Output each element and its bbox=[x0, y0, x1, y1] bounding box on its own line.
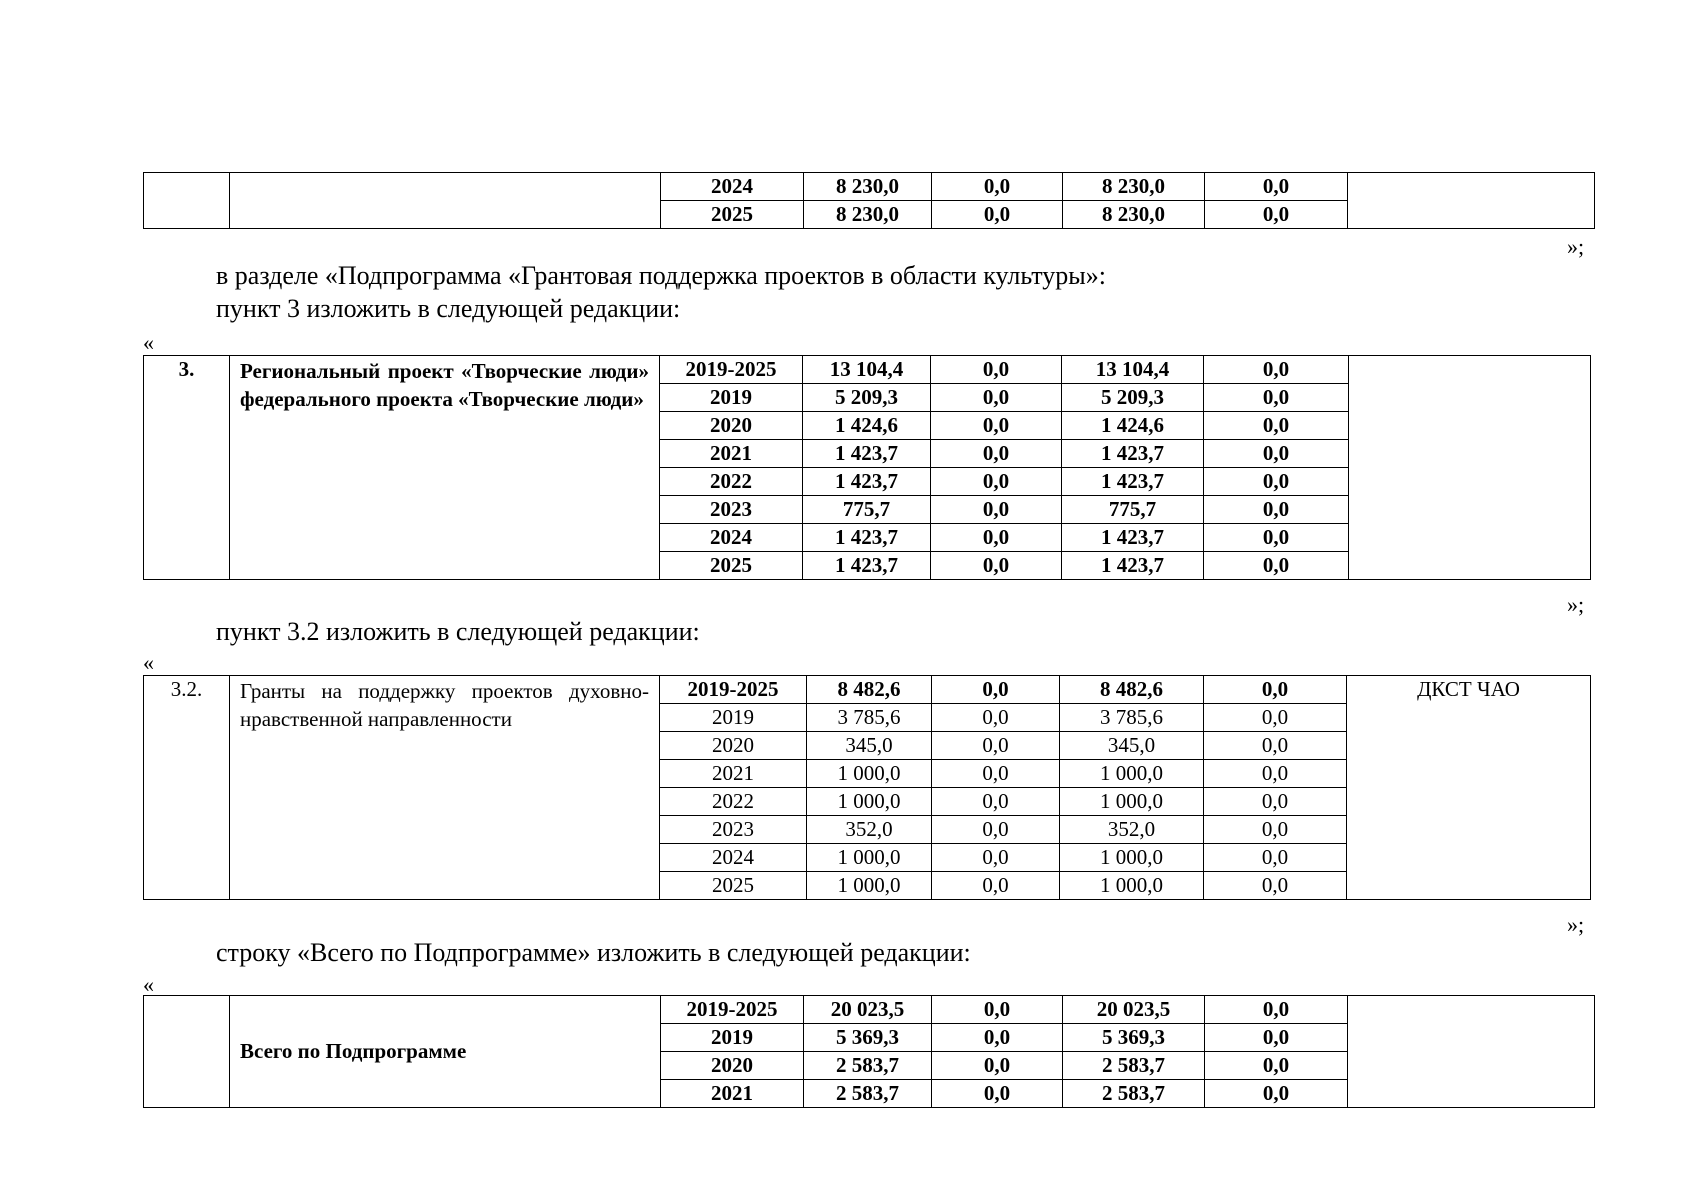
closing-quote: »; bbox=[1567, 912, 1585, 937]
other-cell: 0,0 bbox=[1205, 1052, 1348, 1080]
okrug-cell: 1 000,0 bbox=[1060, 760, 1204, 788]
federal-cell: 0,0 bbox=[931, 440, 1062, 468]
paragraph-item3-2: пункт 3.2 изложить в следующей редакции: bbox=[216, 617, 700, 646]
year-cell: 2024 bbox=[660, 524, 803, 552]
federal-cell: 0,0 bbox=[931, 384, 1062, 412]
year-cell: 2022 bbox=[660, 788, 807, 816]
year-cell: 2019-2025 bbox=[660, 676, 807, 704]
federal-cell: 0,0 bbox=[932, 1052, 1063, 1080]
total-cell: 13 104,4 bbox=[803, 356, 931, 384]
table-row bbox=[144, 173, 1595, 201]
federal-cell: 0,0 bbox=[931, 356, 1062, 384]
federal-cell: 0,0 bbox=[932, 788, 1060, 816]
total-cell: 20 023,5 bbox=[804, 996, 932, 1024]
opening-quote: « bbox=[143, 972, 154, 997]
year-cell: 2019-2025 bbox=[660, 356, 803, 384]
federal-cell: 0,0 bbox=[931, 468, 1062, 496]
federal-cell: 0,0 bbox=[931, 552, 1062, 580]
total-cell: 3 785,6 bbox=[807, 704, 932, 732]
total-cell: 1 423,7 bbox=[803, 440, 931, 468]
okrug-cell: 1 423,7 bbox=[1062, 468, 1204, 496]
other-cell: 0,0 bbox=[1205, 1024, 1348, 1052]
table-row bbox=[144, 676, 1591, 704]
other-cell: 0,0 bbox=[1204, 872, 1347, 900]
federal-cell: 0,0 bbox=[932, 1024, 1063, 1052]
other-cell: 0,0 bbox=[1204, 496, 1349, 524]
name-cell: Всего по Подпрограмме bbox=[230, 996, 661, 1108]
paragraph-item3: пункт 3 изложить в следующей редакции: bbox=[216, 294, 681, 323]
other-cell: 0,0 bbox=[1205, 996, 1348, 1024]
executor-cell bbox=[1348, 996, 1595, 1108]
total-cell: 1 424,6 bbox=[803, 412, 931, 440]
total-cell: 1 423,7 bbox=[803, 524, 931, 552]
okrug-cell: 1 423,7 bbox=[1062, 552, 1204, 580]
okrug-cell: 1 423,7 bbox=[1062, 440, 1204, 468]
continuation-table bbox=[143, 172, 1595, 229]
okrug-cell: 1 000,0 bbox=[1060, 788, 1204, 816]
federal-cell: 0,0 bbox=[932, 704, 1060, 732]
total-cell: 775,7 bbox=[803, 496, 931, 524]
year-cell: 2021 bbox=[660, 760, 807, 788]
other-cell: 0,0 bbox=[1204, 704, 1347, 732]
year-cell: 2025 bbox=[660, 872, 807, 900]
other-cell: 0,0 bbox=[1204, 788, 1347, 816]
year-cell: 2021 bbox=[661, 1080, 804, 1108]
closing-quote: »; bbox=[1567, 592, 1585, 617]
number-cell bbox=[144, 996, 230, 1108]
opening-quote: « bbox=[143, 650, 154, 675]
federal-cell: 0,0 bbox=[932, 816, 1060, 844]
federal-cell: 0,0 bbox=[932, 732, 1060, 760]
number-cell: 3. bbox=[144, 356, 230, 580]
okrug-cell: 1 000,0 bbox=[1060, 872, 1204, 900]
total-cell: 8 482,6 bbox=[807, 676, 932, 704]
total-cell: 2 583,7 bbox=[804, 1080, 932, 1108]
other-cell: 0,0 bbox=[1205, 201, 1348, 229]
okrug-cell: 8 230,0 bbox=[1063, 173, 1205, 201]
other-cell: 0,0 bbox=[1204, 412, 1349, 440]
total-cell: 5 369,3 bbox=[804, 1024, 932, 1052]
okrug-cell: 345,0 bbox=[1060, 732, 1204, 760]
other-cell: 0,0 bbox=[1204, 732, 1347, 760]
okrug-cell: 2 583,7 bbox=[1063, 1080, 1205, 1108]
total-cell: 1 000,0 bbox=[807, 788, 932, 816]
total-cell: 8 230,0 bbox=[804, 173, 932, 201]
item3-table bbox=[143, 355, 1591, 580]
year-cell: 2023 bbox=[660, 496, 803, 524]
federal-cell: 0,0 bbox=[932, 996, 1063, 1024]
year-cell: 2020 bbox=[660, 732, 807, 760]
federal-cell: 0,0 bbox=[931, 496, 1062, 524]
other-cell: 0,0 bbox=[1205, 173, 1348, 201]
total-cell: 1 423,7 bbox=[803, 468, 931, 496]
okrug-cell: 8 230,0 bbox=[1063, 201, 1205, 229]
okrug-cell: 20 023,5 bbox=[1063, 996, 1205, 1024]
total-cell: 1 423,7 bbox=[803, 552, 931, 580]
total-cell: 5 209,3 bbox=[803, 384, 931, 412]
year-cell: 2020 bbox=[660, 412, 803, 440]
year-cell: 2024 bbox=[660, 844, 807, 872]
year-cell: 2019 bbox=[661, 1024, 804, 1052]
item3-2-table bbox=[143, 675, 1591, 900]
okrug-cell: 1 424,6 bbox=[1062, 412, 1204, 440]
other-cell: 0,0 bbox=[1204, 844, 1347, 872]
federal-cell: 0,0 bbox=[931, 412, 1062, 440]
other-cell: 0,0 bbox=[1204, 676, 1347, 704]
paragraph-section: в разделе «Подпрограмма «Грантовая поддержка проектов в области культуры»: bbox=[216, 261, 1106, 290]
number-cell bbox=[144, 173, 230, 229]
year-cell: 2024 bbox=[661, 173, 804, 201]
number-cell: 3.2. bbox=[144, 676, 230, 900]
executor-cell bbox=[1349, 356, 1591, 580]
subprogram-total-table bbox=[143, 995, 1595, 1108]
other-cell: 0,0 bbox=[1204, 524, 1349, 552]
executor-cell bbox=[1348, 173, 1595, 229]
executor-cell: ДКСТ ЧАО bbox=[1347, 676, 1591, 900]
closing-quote: »; bbox=[1567, 234, 1585, 259]
other-cell: 0,0 bbox=[1204, 356, 1349, 384]
federal-cell: 0,0 bbox=[932, 844, 1060, 872]
year-cell: 2025 bbox=[661, 201, 804, 229]
total-cell: 352,0 bbox=[807, 816, 932, 844]
total-cell: 2 583,7 bbox=[804, 1052, 932, 1080]
okrug-cell: 2 583,7 bbox=[1063, 1052, 1205, 1080]
okrug-cell: 352,0 bbox=[1060, 816, 1204, 844]
year-cell: 2022 bbox=[660, 468, 803, 496]
other-cell: 0,0 bbox=[1204, 440, 1349, 468]
other-cell: 0,0 bbox=[1204, 816, 1347, 844]
okrug-cell: 5 209,3 bbox=[1062, 384, 1204, 412]
other-cell: 0,0 bbox=[1205, 1080, 1348, 1108]
year-cell: 2023 bbox=[660, 816, 807, 844]
other-cell: 0,0 bbox=[1204, 760, 1347, 788]
name-cell bbox=[230, 173, 661, 229]
federal-cell: 0,0 bbox=[932, 201, 1063, 229]
year-cell: 2019 bbox=[660, 384, 803, 412]
opening-quote: « bbox=[143, 330, 154, 355]
federal-cell: 0,0 bbox=[932, 760, 1060, 788]
total-cell: 1 000,0 bbox=[807, 844, 932, 872]
okrug-cell: 5 369,3 bbox=[1063, 1024, 1205, 1052]
okrug-cell: 8 482,6 bbox=[1060, 676, 1204, 704]
name-cell: Региональный проект «Творческие люди» федерального проекта «Творческие люди» bbox=[230, 356, 660, 580]
okrug-cell: 3 785,6 bbox=[1060, 704, 1204, 732]
total-cell: 8 230,0 bbox=[804, 201, 932, 229]
federal-cell: 0,0 bbox=[932, 173, 1063, 201]
total-cell: 1 000,0 bbox=[807, 760, 932, 788]
other-cell: 0,0 bbox=[1204, 384, 1349, 412]
year-cell: 2019 bbox=[660, 704, 807, 732]
year-cell: 2021 bbox=[660, 440, 803, 468]
other-cell: 0,0 bbox=[1204, 468, 1349, 496]
federal-cell: 0,0 bbox=[932, 676, 1060, 704]
okrug-cell: 1 423,7 bbox=[1062, 524, 1204, 552]
okrug-cell: 13 104,4 bbox=[1062, 356, 1204, 384]
total-cell: 345,0 bbox=[807, 732, 932, 760]
paragraph-total: строку «Всего по Подпрограмме» изложить в следующей редакции: bbox=[216, 938, 971, 967]
other-cell: 0,0 bbox=[1204, 552, 1349, 580]
okrug-cell: 1 000,0 bbox=[1060, 844, 1204, 872]
year-cell: 2025 bbox=[660, 552, 803, 580]
okrug-cell: 775,7 bbox=[1062, 496, 1204, 524]
table-row bbox=[144, 996, 1595, 1024]
name-cell: Гранты на поддержку проектов духовно-нравственной направленности bbox=[230, 676, 660, 900]
total-cell: 1 000,0 bbox=[807, 872, 932, 900]
table-row bbox=[144, 356, 1591, 384]
year-cell: 2019-2025 bbox=[661, 996, 804, 1024]
year-cell: 2020 bbox=[661, 1052, 804, 1080]
federal-cell: 0,0 bbox=[931, 524, 1062, 552]
federal-cell: 0,0 bbox=[932, 872, 1060, 900]
federal-cell: 0,0 bbox=[932, 1080, 1063, 1108]
